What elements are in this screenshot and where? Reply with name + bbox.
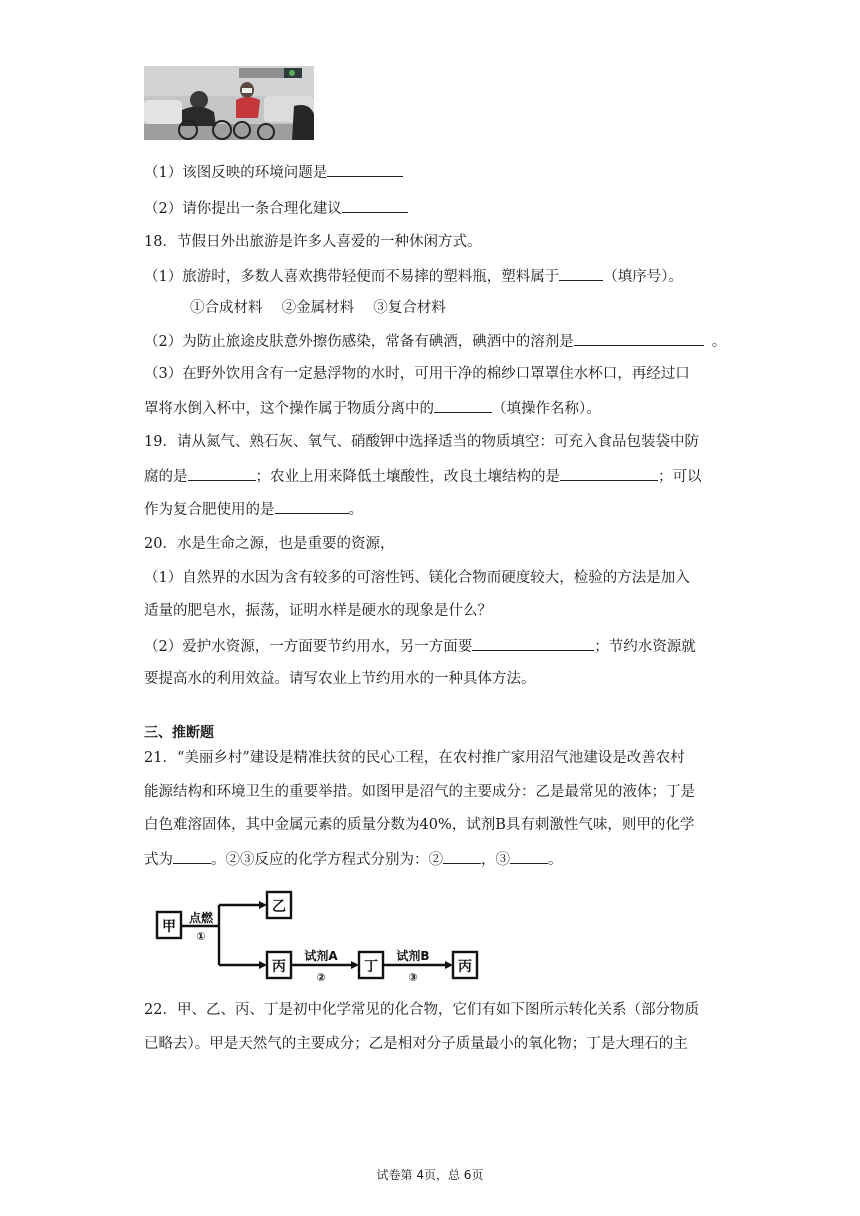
q19-line1: 19．请从氮气、熟石灰、氧气、硝酸钾中选择适当的物质填空：可充入食品包装袋中防	[144, 434, 699, 450]
q20-sub1-line1: （1）自然界的水因为含有较多的可溶性钙、镁化合物而硬度较大，检验的方法是加入	[144, 570, 690, 586]
q18-sub3-line1: （3）在野外饮用含有一定悬浮物的水时，可用干净的棉纱口罩罩住水杯口，再经过口	[144, 366, 690, 382]
section-heading: 三、推断题	[144, 725, 214, 741]
label-yi: 乙	[272, 899, 286, 915]
q18-sub2: （2）为防止旅途皮肤意外擦伤感染，常备有碘酒，碘酒中的溶剂是 。	[144, 331, 726, 352]
answer-blank[interactable]	[188, 466, 256, 481]
smog-photo	[144, 66, 314, 140]
q22-line2: 已略去）。甲是天然气的主要成分；乙是相对分子质量最小的氧化物；丁是大理石的主	[144, 1036, 688, 1052]
label-jia: 甲	[162, 919, 176, 935]
answer-blank[interactable]	[560, 466, 658, 481]
q21-line1: 21．“美丽乡村”建设是精准扶贫的民心工程，在农村推广家用沼气池建设是改善农村	[144, 750, 685, 766]
answer-blank[interactable]	[327, 162, 403, 177]
q20-sub2-line2: 要提高水的利用效益。请写农业上节约用水的一种具体方法。	[144, 671, 536, 687]
q18-sub1: （1）旅游时，多数人喜欢携带轻便而不易摔的塑料瓶，塑料属于 （填序号）。	[144, 266, 683, 287]
label-dianran: 点燃	[188, 911, 214, 925]
label-reagent-a: 试剂A	[304, 949, 338, 963]
page-footer: 试卷第 4页，总 6页	[376, 1168, 484, 1182]
label-reagent-b: 试剂B	[396, 949, 430, 963]
q19-line3: 作为复合肥使用的是 。	[144, 499, 363, 520]
q18-sub3-line2: 罩将水倒入杯中，这个操作属于物质分离中的 （填操作名称）。	[144, 398, 601, 419]
label-step-2: ②	[316, 971, 326, 984]
q22-line1: 22．甲、乙、丙、丁是初中化学常见的化合物，它们有如下图所示转化关系（部分物质	[144, 1002, 699, 1018]
answer-blank[interactable]	[275, 499, 349, 514]
label-ding: 丁	[364, 959, 378, 975]
answer-blank[interactable]	[510, 849, 548, 864]
q18-stem: 18．节假日外出旅游是许多人喜爱的一种休闲方式。	[144, 234, 482, 250]
q21-line4: 式为 。②③反应的化学方程式分别为：② ，③ 。	[144, 849, 563, 870]
answer-blank[interactable]	[574, 331, 704, 346]
answer-blank[interactable]	[434, 398, 492, 413]
label-bing-2: 丙	[458, 959, 472, 975]
q20-stem: 20．水是生命之源，也是重要的资源，	[144, 536, 395, 552]
q19-line2: 腐的是 ；农业上用来降低土壤酸性，改良土壤结构的是 ；可以	[144, 466, 702, 487]
q17-sub1: （1）该图反映的环境问题是	[144, 162, 403, 183]
q17-sub2: （2）请你提出一条合理化建议	[144, 198, 408, 219]
q18-options: ①合成材料 ②金属材料 ③复合材料	[190, 300, 446, 316]
answer-blank[interactable]	[443, 849, 481, 864]
q21-line2: 能源结构和环境卫生的重要举措。如图甲是沼气的主要成分：乙是最常见的液体；丁是	[144, 784, 695, 800]
answer-blank[interactable]	[342, 198, 408, 213]
answer-blank[interactable]	[173, 849, 211, 864]
label-step-3: ③	[408, 971, 418, 984]
label-step-1: ①	[196, 930, 206, 943]
q20-sub1-line2: 适量的肥皂水，振荡，证明水样是硬水的现象是什么？	[144, 603, 492, 619]
reaction-flow-diagram	[155, 888, 495, 984]
q21-line3: 白色难溶固体，其中金属元素的质量分数为40%，试剂B具有刺激性气味，则甲的化学	[144, 817, 695, 833]
answer-blank[interactable]	[472, 636, 594, 651]
label-bing-1: 丙	[272, 959, 286, 975]
q20-sub2-line1: （2）爱护水资源，一方面要节约用水，另一方面要 ；节约水资源就	[144, 636, 696, 657]
answer-blank[interactable]	[559, 266, 603, 281]
